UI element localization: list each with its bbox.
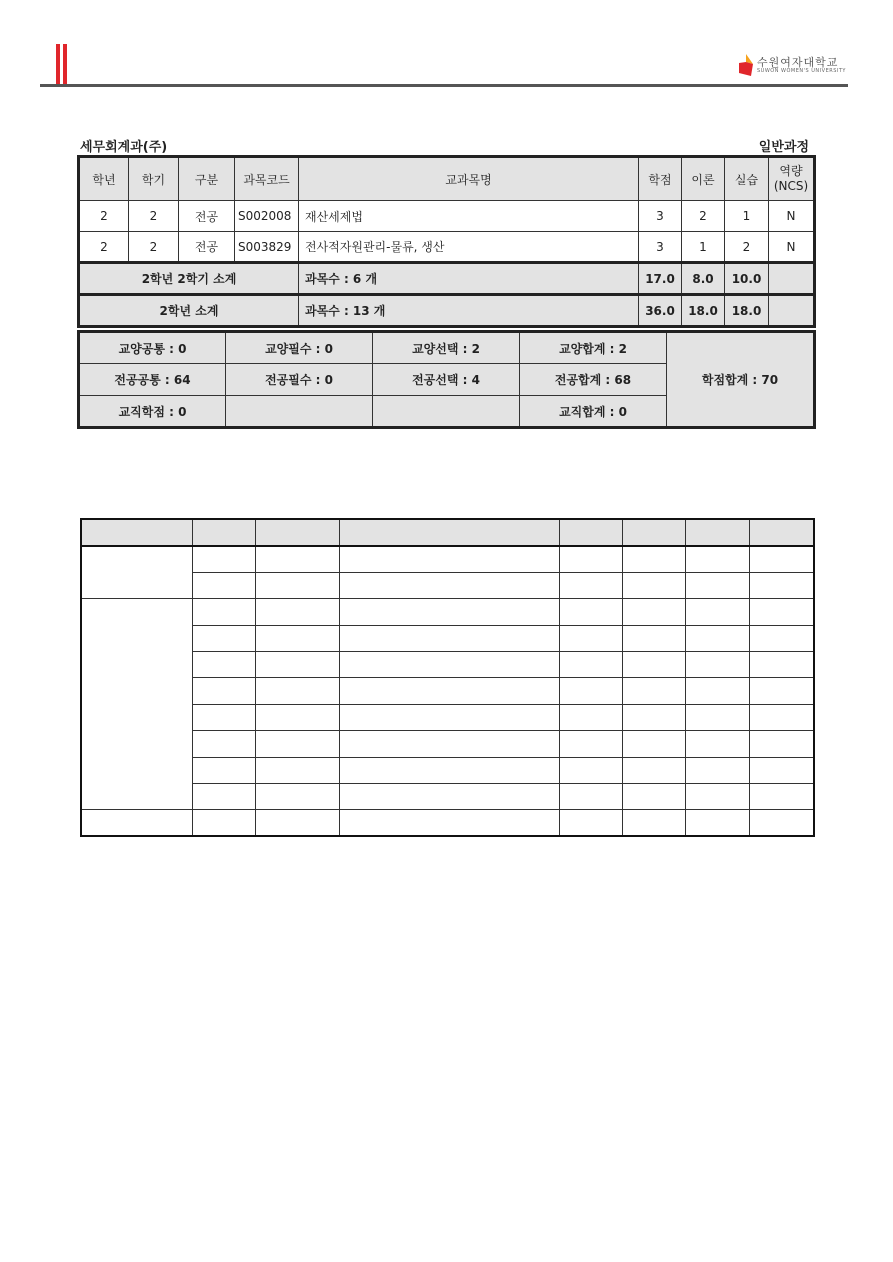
header-divider	[40, 84, 848, 87]
header-accent-bar	[63, 44, 67, 86]
header-course-name: 교과목명	[299, 157, 639, 201]
header-credits: 학점	[639, 157, 682, 201]
header-semester: 학기	[129, 157, 179, 201]
subtotal-course-count: 과목수 : 13 개	[299, 295, 639, 327]
subtotal-practice: 18.0	[725, 295, 769, 327]
credit-summary-table	[77, 330, 816, 429]
summary-cell: 전공필수 : 0	[226, 364, 373, 396]
cell-course-name: 전사적자원관리-물류, 생산	[299, 232, 639, 263]
summary-cell: 전공공통 : 64	[79, 364, 226, 396]
cell-theory: 1	[682, 232, 725, 263]
course-type-label: 일반과정	[758, 140, 809, 155]
cell-ncs: N	[769, 201, 815, 232]
summary-cell: 교양필수 : 0	[226, 332, 373, 364]
cell-course-code: S002008	[235, 201, 299, 232]
cell-semester: 2	[129, 232, 179, 263]
subtotal-theory: 18.0	[682, 295, 725, 327]
summary-row	[79, 332, 815, 364]
blank-row	[81, 599, 814, 625]
blank-row	[81, 810, 814, 836]
header-theory: 이론	[682, 157, 725, 201]
year-subtotal-row	[79, 295, 815, 327]
cell-year: 2	[79, 201, 129, 232]
subtotal-ncs-empty	[769, 295, 815, 327]
cell-year: 2	[79, 232, 129, 263]
summary-cell: 교양선택 : 2	[373, 332, 520, 364]
department-title: 세무회계과(주)	[80, 140, 168, 155]
cell-category: 전공	[179, 201, 235, 232]
cell-theory: 2	[682, 201, 725, 232]
cell-course-name: 재산세제법	[299, 201, 639, 232]
summary-cell: 교양합계 : 2	[520, 332, 667, 364]
header-ncs: 역량 (NCS)	[769, 157, 815, 201]
subtotal-label: 2학년 2학기 소계	[79, 263, 299, 295]
cell-category: 전공	[179, 232, 235, 263]
subtotal-credits: 17.0	[639, 263, 682, 295]
table-header-row	[79, 157, 815, 201]
summary-cell: 교양공통 : 0	[79, 332, 226, 364]
blank-grid-table	[80, 518, 815, 837]
header-year: 학년	[79, 157, 129, 201]
semester-subtotal-row	[79, 263, 815, 295]
cell-practice: 2	[725, 232, 769, 263]
subtotal-course-count: 과목수 : 6 개	[299, 263, 639, 295]
logo-korean-text: 수원여자대학교	[757, 56, 839, 69]
cell-course-code: S003829	[235, 232, 299, 263]
cell-credits: 3	[639, 201, 682, 232]
logo-english-text: SUWON WOMEN'S UNIVERSITY	[757, 68, 846, 74]
summary-cell: 전공합계 : 68	[520, 364, 667, 396]
cell-practice: 1	[725, 201, 769, 232]
header-accent-bar	[56, 44, 60, 86]
blank-header-row	[81, 519, 814, 546]
cell-credits: 3	[639, 232, 682, 263]
summary-cell	[226, 396, 373, 428]
summary-cell: 전공선택 : 4	[373, 364, 520, 396]
summary-cell: 교직학점 : 0	[79, 396, 226, 428]
subtotal-theory: 8.0	[682, 263, 725, 295]
subtotal-ncs-empty	[769, 263, 815, 295]
blank-row	[81, 546, 814, 572]
header-practice: 실습	[725, 157, 769, 201]
flame-logo-icon	[737, 53, 755, 77]
summary-cell	[373, 396, 520, 428]
cell-semester: 2	[129, 201, 179, 232]
summary-cell: 교직합계 : 0	[520, 396, 667, 428]
subtotal-credits: 36.0	[639, 295, 682, 327]
header-course-code: 과목코드	[235, 157, 299, 201]
table-row	[79, 201, 815, 232]
university-logo	[737, 53, 847, 79]
cell-ncs: N	[769, 232, 815, 263]
total-credits: 학점합계 : 70	[667, 332, 815, 428]
header-category: 구분	[179, 157, 235, 201]
curriculum-table	[77, 155, 816, 328]
subtotal-practice: 10.0	[725, 263, 769, 295]
table-row	[79, 232, 815, 263]
subtotal-label: 2학년 소계	[79, 295, 299, 327]
